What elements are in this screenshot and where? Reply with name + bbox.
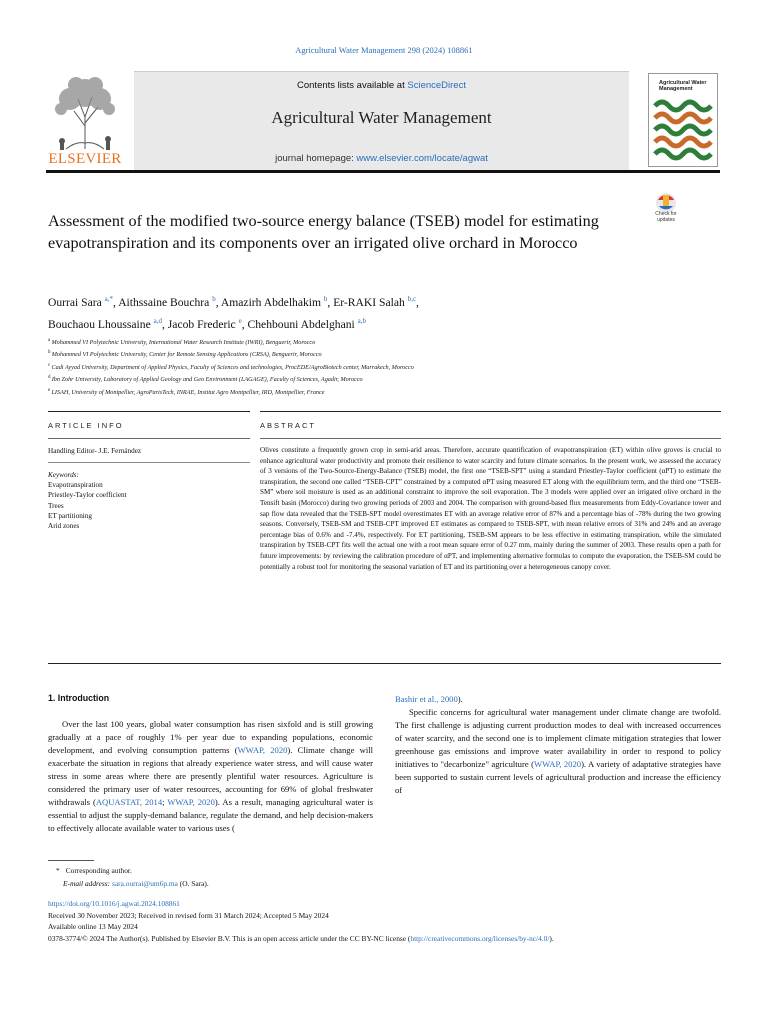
author-affiliation-mark[interactable]: b: [212, 295, 216, 303]
text-run: ).: [457, 694, 463, 704]
author-name[interactable]: Chehbouni Abdelghani: [247, 317, 358, 331]
author-name[interactable]: Er-RAKI Salah: [333, 295, 408, 309]
footnote: [48, 864, 209, 890]
affiliation-text: LISAH, University of Montpellier, AgroParisTech, INRAE, Institut Agro Montpellier, IRD, Montpellier, France: [51, 388, 325, 396]
text-run: ). As a result, managing agricultural water is essential to adjust the supply-demand balance, regulate the demand, and help decision-makers to effectively allocate available water to various uses (: [48, 797, 373, 833]
keyword: Trees: [48, 501, 64, 510]
journal-citation[interactable]: Agricultural Water Management 298 (2024) 108861: [295, 45, 473, 55]
asterisk-mark: *: [56, 866, 60, 875]
email-link[interactable]: sara.ourrai@um6p.ma: [112, 879, 178, 888]
contents-prefix: Contents lists available at: [297, 80, 408, 91]
text-run: Over the last 100 years, global water consumption has risen sixfold and is still growing gradually at a pace of roughly 1% per year due to expanding populations, economic development, and evolving consumption patterns (: [48, 719, 373, 755]
email-suffix: (O. Sara).: [177, 879, 209, 888]
handling-editor: Handling Editor- J.E. Fernández: [48, 447, 142, 455]
author-name[interactable]: Jacob Frederic: [167, 317, 239, 331]
license-text-end: ).: [549, 933, 554, 943]
affiliation-text: Mohammed VI Polytechnic University, Center for Remote Sensing Applications (CRSA), Benguerir, Morocco: [51, 351, 322, 359]
footnote-rule: [48, 860, 94, 861]
abstract-heading: ABSTRACT: [260, 421, 317, 430]
abstract-rule-top: [260, 411, 721, 412]
text-run: ;: [162, 797, 168, 807]
article-title: Assessment of the modified two-source energy balance (TSEB) model for estimating evapotranspiration and its components over an irrigated olive orchard in Morocco: [48, 212, 599, 252]
cover-title: Agricultural Water Management: [659, 80, 707, 92]
keyword-list: [48, 480, 127, 531]
keyword: Evapotranspiration: [48, 481, 103, 490]
email-line: [48, 877, 209, 890]
license-line: [48, 933, 722, 945]
author-name[interactable]: Aithssaine Bouchra: [118, 295, 213, 309]
author-affiliation-mark[interactable]: a,b: [357, 316, 367, 325]
corresponding-author-note: [48, 864, 209, 877]
intro-column-left: [48, 718, 373, 835]
citation-link[interactable]: Bashir et al., 2000: [395, 694, 458, 704]
keywords-label: Keywords:: [48, 471, 79, 479]
author-affiliation-mark[interactable]: b,c: [407, 295, 417, 303]
masthead: [46, 71, 720, 172]
homepage-link[interactable]: www.elsevier.com/locate/agwat: [356, 153, 488, 164]
abstract-body: Olives constitute a frequently grown crop in semi-arid areas. Therefore, accurate quantification of evapotranspiration (ET) within olive groves is crucial to enhance agricultural water productivity and promote their resilience to water scarcity and future climate scenarios. In the present work, we assessed the accuracy of 3 versions of the Two-Source-Energy-Balance (TSEB) model, the first one “TSEB-SPT” using a standard Priestley-Taylor coefficient (αPT) to estimate the transpiration, the second one called “TSEB-CPT” constrained by a computed αPT using measured ET along with the equilibrium term, and the third one “TSEB-SM” where soil moisture is used as an additional constraint to improve the soil evaporation. The 3 models were applied over an irrigated olive orchard in the Tensift basin (Morocco) during two growing periods of 2003 and 2004. The comparison with ground-based flux measurements from Eddy-Covariance tower and sap flow data revealed that the TSEB-SPT model overestimates ET with an average relative error of 87% and a percentage bias of -78% during the two growing seasons. Conversely, TSEB-SM and TSEB-CPT improved ET estimates as compared to TSEB-SPT, with mean relative errors of 31% and 24% and an average percentage bias of 0.6% and -7.4%, respectively. For ET partitioning, TSEB-SM appears to be less effective in estimating transpiration, while the simulated transpiration by TSEB-CPT fits well the actual one with a root mean square error of 0.27 mm, mainly during the summer of 2003. These results open a path for future improvements: by reviewing the calibration procedure of αPT, and implementing alternative formulas to compute the evaporation, the TSEB-SM could be potentially a robust tool for monitoring the seasonal variation of ET and its partitioning over a heterogeneous canopy cover.: [260, 446, 721, 571]
info-rule-top: [48, 411, 250, 412]
author-name[interactable]: Bouchaou Lhoussaine: [48, 317, 154, 331]
journal-banner: [134, 71, 629, 170]
online-date: Available online 13 May 2024: [48, 922, 138, 931]
author-name[interactable]: Ourrai Sara: [48, 295, 105, 309]
affiliation-item: [48, 386, 728, 398]
affiliation-mark: a: [48, 338, 52, 343]
contents-line: [134, 80, 629, 91]
citation-link[interactable]: WWAP, 2020: [237, 745, 288, 755]
email-label: E-mail address:: [63, 879, 112, 888]
article-info-heading: ARTICLE INFO: [48, 421, 124, 430]
affiliation-text: Mohammed VI Polytechnic University, International Water Research Institute (IWRI), Benguerir, Morocco: [51, 339, 316, 347]
crossmark-label: Check for updates: [655, 211, 677, 223]
affiliation-list: [48, 336, 728, 398]
keyword: ET partitioning: [48, 511, 92, 520]
text-run: ). Climate change will exacerbate the situation in regions that already experience water stress, and will cause water stress in some areas where there are presently plentiful water resources. Agriculture is considered the primary user of water resources, accounting for 69% of global freshwater withdrawals (: [48, 745, 373, 807]
abstract-rule-mid: [260, 438, 721, 439]
author-affiliation-mark[interactable]: b: [323, 295, 328, 303]
author-name[interactable]: Amazirh Abdelhakim: [220, 295, 324, 309]
affiliation-item: [48, 348, 728, 360]
intro-paragraph-1-cont: [395, 693, 721, 706]
keyword: Arid zones: [48, 522, 80, 531]
author-list: Ourrai Sara $^{a,*}$, Aithssaine Bouchra $^b$, Amazirh Abdelhakim $^b$, Er-RAKI Salah $^{b,c}$, Bouchaou Lhoussaine $^{a,d}$, Jacob Frederic $^e$, Chehbouni Abdelghani $^{a,b}$: [48, 295, 419, 331]
author-affiliation-mark[interactable]: a,d: [153, 316, 162, 325]
info-rule-mid: [48, 438, 250, 439]
keyword: Priestley-Taylor coefficient: [48, 491, 127, 500]
crossmark-badge[interactable]: [647, 192, 685, 228]
affiliation-item: [48, 361, 728, 373]
intro-column-right: [395, 693, 721, 797]
affiliation-mark: d: [48, 375, 52, 381]
info-rule-low: [48, 462, 250, 463]
author-affiliation-mark[interactable]: a,*: [104, 295, 114, 303]
citation-link[interactable]: WWAP, 2020: [533, 759, 582, 769]
journal-title: Agricultural Water Management: [271, 108, 492, 127]
introduction-heading: 1. Introduction: [48, 693, 110, 703]
affiliation-text: Cadi Ayyad University, Department of Applied Physics, Faculty of Sciences and technologies, ProcEDE/AgroBiotech center, Marrakech, Morocco: [51, 364, 414, 371]
text-run: Specific concerns for agricultural water management under climate change are twofold. The first challenge is adjusting current production modes to deal with increased occurrences of water scarcity, and the second one is to implement climate mitigation strategies that lower greenhouse gas emissions and improve water availability in order to respond to policy initiatives to "decarbonize" agriculture (: [395, 707, 721, 769]
intro-paragraph-2: [395, 706, 721, 797]
citation-link[interactable]: AQUASTAT, 2014: [95, 797, 163, 807]
journal-cover-image[interactable]: [648, 73, 718, 167]
doi-link[interactable]: https://doi.org/10.1016/j.agwat.2024.108861: [48, 899, 180, 908]
sciencedirect-link[interactable]: ScienceDirect: [407, 80, 466, 91]
affiliation-item: [48, 373, 728, 385]
affiliation-mark: e: [48, 387, 52, 393]
affiliation-item: [48, 336, 728, 348]
affiliation-text: Ibn Zohr University, Laboratory of Applied Geology and Geo Environment (LAGAGE), Faculty of Sciences, Agadir, Morocco: [51, 376, 363, 384]
intro-paragraph-1: [48, 718, 373, 835]
abstract-rule-bottom: [48, 663, 721, 664]
corresponding-text: Corresponding author.: [65, 866, 132, 875]
text-run: ). A variety of adaptative strategies have been supported to sustain current levels of agricultural production and increase the efficiency of: [395, 759, 721, 795]
author-affiliation-mark[interactable]: e: [238, 316, 242, 325]
masthead-rule: [46, 170, 720, 173]
affiliation-mark: c: [48, 362, 52, 368]
homepage-prefix: journal homepage:: [275, 153, 357, 164]
citation-link[interactable]: WWAP, 2020: [167, 797, 215, 807]
received-dates: Received 30 November 2023; Received in revised form 31 March 2024; Accepted 5 May 2024: [48, 910, 329, 920]
homepage-line: [134, 153, 629, 164]
publication-info: [48, 898, 722, 944]
license-link[interactable]: http://creativecommons.org/licenses/by-nc/4.0/: [410, 933, 550, 943]
keywords-block: [48, 470, 127, 531]
license-text: 0378-3774/© 2024 The Author(s). Published by Elsevier B.V. This is an open access article under the CC BY-NC license (: [48, 933, 411, 943]
elsevier-wordmark: ELSEVIER: [48, 151, 122, 167]
affiliation-mark: b: [48, 350, 52, 356]
